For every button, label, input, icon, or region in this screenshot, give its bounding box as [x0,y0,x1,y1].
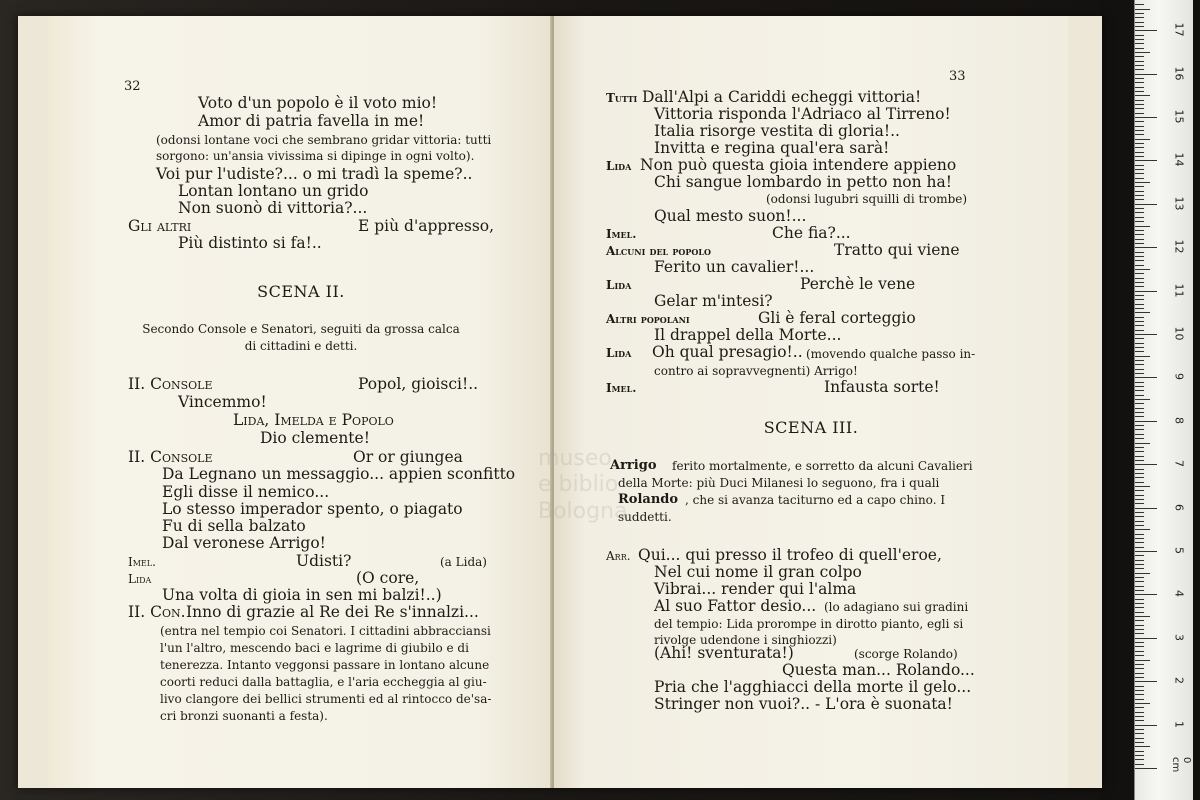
ruler-number: 8 [1172,416,1186,424]
ruler-tick [1135,755,1144,756]
verse-line: Questa man... Rolando... [782,661,975,679]
ruler-tick [1135,351,1144,352]
watermark-line: e biblio [538,472,619,498]
watermark [538,446,628,525]
ruler-number: 1 [1172,720,1186,728]
ruler-tick [1135,469,1144,470]
ruler-tick [1135,434,1144,435]
stage-direction: rivolge udendone i singhiozzi) [654,633,837,647]
ruler-tick [1135,673,1144,674]
ruler-tick [1135,282,1144,283]
ruler-number: 17 [1172,22,1186,37]
ruler-tick [1135,529,1150,530]
ruler-number: 9 [1172,373,1186,381]
ruler-number: 7 [1172,460,1186,468]
verse-line: Infausta sorte! [824,378,940,396]
speaker-label: Imel. [128,555,156,569]
ruler-tick [1135,612,1144,613]
speaker-label: Imel. [606,227,637,241]
ruler-tick [1135,239,1144,240]
ruler-tick [1135,117,1157,118]
ruler-tick [1135,686,1144,687]
speaker-label: Altri popolani [606,312,690,326]
ruler-number: 2 [1172,677,1186,685]
verse-line: Italia risorge vestita di gloria!.. [654,122,900,140]
stage-direction: l'un l'altro, mescendo baci e lagrime di giubilo e di [160,641,469,655]
ruler-unit: 0 cm [1170,757,1192,773]
verse-line: Non può questa gioia intendere appieno [640,156,957,174]
scene-description: ferito mortalmente, e sorretto da alcuni Cavalieri [672,459,973,473]
ruler-tick [1135,694,1144,695]
ruler-tick [1135,668,1144,669]
ruler-tick [1135,460,1144,461]
ruler-tick [1135,390,1144,391]
ruler-tick [1135,204,1157,205]
verse-line: Lontan lontano un grido [178,182,369,200]
ruler-tick [1135,39,1144,40]
ruler-tick [1135,100,1144,101]
ruler-tick [1135,508,1157,509]
ruler-tick [1135,707,1144,708]
ruler-tick [1135,547,1144,548]
ruler-tick [1135,260,1144,261]
ruler-tick [1135,139,1150,140]
verse-line: Il drappel della Morte... [654,326,842,344]
scene-description: suddetti. [618,510,672,524]
ruler-tick [1135,412,1144,413]
ruler-tick [1135,399,1150,400]
ruler-number: 15 [1172,109,1186,124]
speaker-label: Arr. [606,549,631,563]
ruler-tick [1135,373,1144,374]
ruler-tick [1135,651,1144,652]
ruler-tick [1135,304,1144,305]
ruler-tick [1135,317,1144,318]
verse-line: Oh qual presagio!.. [652,343,803,361]
ruler-tick [1135,690,1144,691]
ruler-tick [1135,156,1144,157]
verse-line: Udisti? [296,552,352,570]
ruler-tick [1135,252,1144,253]
speaker-label: Lida [606,278,632,292]
ruler-tick [1135,447,1144,448]
ruler-tick [1135,61,1144,62]
ruler-tick [1135,438,1144,439]
ruler-tick [1135,534,1144,535]
ruler-tick [1135,52,1150,53]
ruler-tick [1135,338,1144,339]
stage-direction: (scorge Rolando) [854,647,958,661]
ruler-tick [1135,664,1144,665]
ruler-tick [1135,703,1150,704]
ruler-tick [1135,751,1144,752]
speaker-label: Alcuni del popolo [606,244,711,258]
stage-direction: (movendo qualche passo in- [806,347,976,361]
verse-line: Or or giungea [353,448,463,466]
verse-line: Una volta di gioia in sen mi balzi!..) [162,586,442,604]
ruler-tick [1135,677,1144,678]
right-page [554,16,1068,788]
ruler-tick [1135,26,1144,27]
ruler-tick [1135,564,1144,565]
ruler-tick [1135,82,1144,83]
ruler-tick [1135,291,1157,292]
verse-line: Popol, gioisci!.. [358,375,479,393]
ruler-tick [1135,147,1144,148]
speaker-label: Lida [606,346,632,360]
verse-line: Perchè le vene [800,275,916,293]
ruler-tick [1135,573,1150,574]
verse-line: E più d'appresso, [358,217,495,235]
ruler-tick [1135,555,1144,556]
left-page [48,16,554,788]
ruler-tick [1135,69,1144,70]
ruler-tick [1135,759,1144,760]
ruler-tick [1135,429,1144,430]
stage-direction: (a Lida) [440,555,487,569]
ruler-tick [1135,616,1150,617]
ruler-tick [1135,130,1144,131]
ruler-number: 3 [1172,633,1186,641]
ruler-number: 11 [1172,283,1186,298]
stage-direction: tenerezza. Intanto veggonsi passare in lontano alcune [160,658,490,672]
ruler-tick [1135,746,1150,747]
verse-line: Vittoria risponda l'Adriaco al Tirreno! [654,105,951,123]
ruler-tick [1135,308,1144,309]
ruler-tick [1135,395,1144,396]
ruler-tick [1135,91,1144,92]
ruler-tick [1135,499,1144,500]
ruler-tick [1135,516,1144,517]
ruler-tick [1135,325,1144,326]
page-number: 32 [124,79,141,94]
ruler-number: 14 [1172,152,1186,167]
verse-line: Amor di patria favella in me! [198,112,425,130]
ruler-tick [1135,681,1157,682]
ruler-tick [1135,173,1144,174]
verse-line: Qual mesto suon!... [654,207,807,225]
ruler-tick [1135,620,1144,621]
ruler-tick [1135,377,1157,378]
ruler-tick [1135,343,1144,344]
ruler-tick [1135,725,1157,726]
ruler-tick [1135,655,1144,656]
ruler-tick [1135,443,1150,444]
ruler-tick [1135,230,1144,231]
ruler-tick [1135,121,1144,122]
speaker-label: Lida, Imelda e Popolo [233,411,394,429]
verse-line: Vibrai... render qui l'alma [654,580,857,598]
ruler-tick [1135,178,1144,179]
ruler-tick [1135,234,1144,235]
ruler-tick [1135,369,1144,370]
stage-direction: del tempio: Lida prorompe in dirotto pianto, egli si [654,617,964,631]
verse-line: Vincemmo! [178,393,267,411]
ruler-tick [1135,278,1144,279]
ruler-tick [1135,295,1144,296]
ruler-tick [1135,521,1144,522]
open-book [18,16,1102,788]
ruler-tick [1135,577,1144,578]
ruler-tick [1135,286,1144,287]
verse-line: Nel cui nome il gran colpo [654,563,862,581]
ruler-tick [1135,330,1144,331]
ruler-tick [1135,299,1144,300]
verse-line: Invitta e regina qual'era sarà! [654,139,890,157]
scene-description: Secondo Console e Senatori, seguiti da grossa calca [142,322,460,336]
verse-line: Tratto qui viene [834,241,960,259]
verse-line: Gelar m'intesi? [654,292,773,310]
ruler-number: 12 [1172,239,1186,254]
stage-direction: (odonsi lontane voci che sembrano gridar vittoria: tutti [156,133,492,147]
stage-direction: (entra nel tempio coi Senatori. I cittadini abbracciansi [160,624,491,638]
ruler-tick [1135,764,1144,765]
verse-line: Gli è feral corteggio [758,309,916,327]
ruler-tick [1135,456,1144,457]
ruler-tick [1135,169,1144,170]
ruler-tick [1135,503,1144,504]
ruler-tick [1135,4,1144,5]
verse-line: Lo stesso imperador spento, o piagato [162,500,463,518]
verse-line: (O core, [356,569,420,587]
speaker-label: Imel. [606,381,637,395]
scene-description: di cittadini e detti. [244,339,358,353]
ruler-tick [1135,195,1144,196]
verse-line: Qui... qui presso il trofeo di quell'eroe, [638,546,942,564]
ruler-tick [1135,104,1144,105]
ruler-tick [1135,594,1157,595]
ruler-tick [1135,65,1144,66]
verse-line: Dal veronese Arrigo! [162,534,326,552]
character-name: Arrigo [610,458,657,473]
ruler-tick [1135,629,1144,630]
ruler-tick [1135,729,1144,730]
ruler-tick [1135,408,1144,409]
ruler-tick [1135,312,1150,313]
stage-direction: contro ai sopravvegnenti) Arrigo! [654,364,858,378]
ruler-tick [1135,265,1144,266]
watermark-line: museo [538,446,612,471]
ruler-tick [1135,551,1157,552]
verse-line: Chi sangue lombardo in petto non ha! [654,173,953,191]
ruler-tick [1135,416,1144,417]
ruler-tick [1135,742,1144,743]
verse-line: Al suo Fattor desio... [654,597,817,615]
scene-heading: SCENA III. [763,418,859,437]
ruler-tick [1135,486,1150,487]
stage-direction: cri bronzi suonanti a festa). [160,709,328,723]
speaker-label: II. Con. [128,603,186,621]
verse-line: Voto d'un popolo è il voto mio! [198,94,438,112]
ruler-tick [1135,581,1144,582]
verse-line: Da Legnano un messaggio... appien sconfitto [162,465,516,483]
ruler-number: 5 [1172,547,1186,554]
stage-direction: coorti reduci dalla battaglia, e l'aria eccheggia al giu- [160,675,487,689]
ruler-tick [1135,538,1144,539]
ruler-tick [1135,48,1144,49]
stage-direction: (odonsi lugubri squilli di trombe) [766,192,968,206]
watermark-line: Bologna [538,498,628,524]
speaker-label: Lida [606,159,632,173]
verse-line: Non suonò di vittoria?... [178,199,368,217]
ruler-tick [1135,74,1157,75]
speaker-label: Tutti [606,91,638,105]
ruler-tick [1135,208,1144,209]
ruler-tick [1135,495,1144,496]
character-name: Rolando [618,492,679,507]
ruler-tick [1135,356,1150,357]
ruler-number: 16 [1172,66,1186,81]
ruler-tick [1135,768,1157,769]
ruler-tick [1135,108,1144,109]
ruler-tick [1135,525,1144,526]
ruler-tick [1135,382,1144,383]
ruler-tick [1135,212,1144,213]
ruler-tick [1135,403,1144,404]
verse-line: Egli disse il nemico... [162,483,330,501]
verse-line: Più distinto si fa!.. [178,234,322,252]
page-number: 33 [949,69,966,84]
ruler-tick [1135,347,1144,348]
ruler-tick [1135,78,1144,79]
verse-line: Che fia?... [772,224,851,242]
ruler-tick [1135,633,1144,634]
ruler-tick [1135,22,1144,23]
verse-line: Ferito un cavalier!... [654,258,815,276]
ruler-tick [1135,17,1144,18]
ruler-tick [1135,247,1157,248]
scene-description: , che si avanza taciturno ed a capo chino. I [685,493,946,507]
ruler-tick [1135,712,1144,713]
ruler-tick [1135,321,1144,322]
ruler-tick [1135,603,1144,604]
ruler-tick [1135,43,1144,44]
ruler-number: 6 [1172,503,1186,511]
ruler-tick [1135,113,1144,114]
ruler-tick [1135,95,1150,96]
ruler-tick [1135,126,1144,127]
ruler-tick [1135,87,1144,88]
speaker-label: Lida [128,572,152,586]
ruler-tick [1135,334,1157,335]
ruler-tick [1135,217,1144,218]
ruler-number: 4 [1172,590,1186,598]
ruler-tick [1135,256,1144,257]
ruler-tick [1135,199,1144,200]
ruler-tick [1135,638,1157,639]
verse-line: Dall'Alpi a Cariddi echeggi vittoria! [642,88,922,106]
speaker-label: II. Console [128,375,213,393]
ruler-tick [1135,182,1150,183]
verse-line: Inno di grazie al Re dei Re s'innalzi... [186,603,479,621]
ruler-tick [1135,425,1144,426]
stage-direction: (lo adagiano sui gradini [824,600,969,614]
stage-direction: sorgono: un'ansia vivissima si dipinge in ogni volto). [156,149,475,163]
ruler-tick [1135,9,1150,10]
scene-description: della Morte: più Duci Milanesi lo seguono, fra i quali [618,476,940,490]
verse-line: (Ahi! sventurata!) [654,644,794,662]
ruler-tick [1135,716,1144,717]
ruler-tick [1135,243,1144,244]
ruler-tick [1135,35,1144,36]
ruler-tick [1135,599,1144,600]
ruler-tick [1135,360,1144,361]
ruler-tick [1135,191,1144,192]
ruler-tick [1135,738,1144,739]
ruler-tick [1135,134,1144,135]
verse-line: Voi pur l'udiste?... o mi tradì la speme?.. [156,165,473,183]
ruler-tick [1135,221,1144,222]
ruler-tick [1135,625,1144,626]
ruler-tick [1135,165,1144,166]
ruler-tick [1135,160,1157,161]
ruler-tick [1135,490,1144,491]
ruler-tick [1135,568,1144,569]
ruler-tick [1135,464,1157,465]
ruler-tick [1135,590,1144,591]
ruler-tick [1135,451,1144,452]
scene-heading: SCENA II. [257,282,345,301]
ruler-tick [1135,586,1144,587]
verse-line: Dio clemente! [260,429,370,447]
ruler-tick [1135,364,1144,365]
verse-line: Pria che l'agghiacci della morte il gelo... [654,678,972,696]
ruler-number: 13 [1172,196,1186,211]
ruler-tick [1135,152,1144,153]
ruler-tick [1135,607,1144,608]
ruler-tick [1135,477,1144,478]
ruler-tick [1135,512,1144,513]
ruler-tick [1135,226,1150,227]
ruler-tick [1135,13,1144,14]
ruler-tick [1135,699,1144,700]
ruler-tick [1135,143,1144,144]
stage-direction: livo clangore dei bellici strumenti ed al rintocco de'sa- [160,692,492,706]
ruler-tick [1135,56,1144,57]
verse-line: Fu di sella balzato [162,517,306,535]
ruler-tick [1135,660,1150,661]
verse-line: Stringer non vuoi?.. - L'ora è suonata! [654,695,953,713]
ruler-tick [1135,30,1157,31]
ruler-tick [1135,421,1157,422]
ruler-tick [1135,646,1144,647]
ruler-tick [1135,386,1144,387]
ruler-tick [1135,733,1144,734]
ruler-tick [1135,542,1144,543]
ruler-number: 10 [1172,326,1186,341]
ruler-tick [1135,482,1144,483]
speaker-label: Gli altri [128,217,192,235]
ruler-tick [1135,560,1144,561]
ruler-tick [1135,273,1144,274]
ruler-tick [1135,473,1144,474]
ruler-tick [1135,642,1144,643]
speaker-label: II. Console [128,448,213,466]
ruler-tick [1135,186,1144,187]
measuring-ruler [1134,0,1193,800]
ruler-tick [1135,269,1150,270]
ruler-tick [1135,720,1144,721]
